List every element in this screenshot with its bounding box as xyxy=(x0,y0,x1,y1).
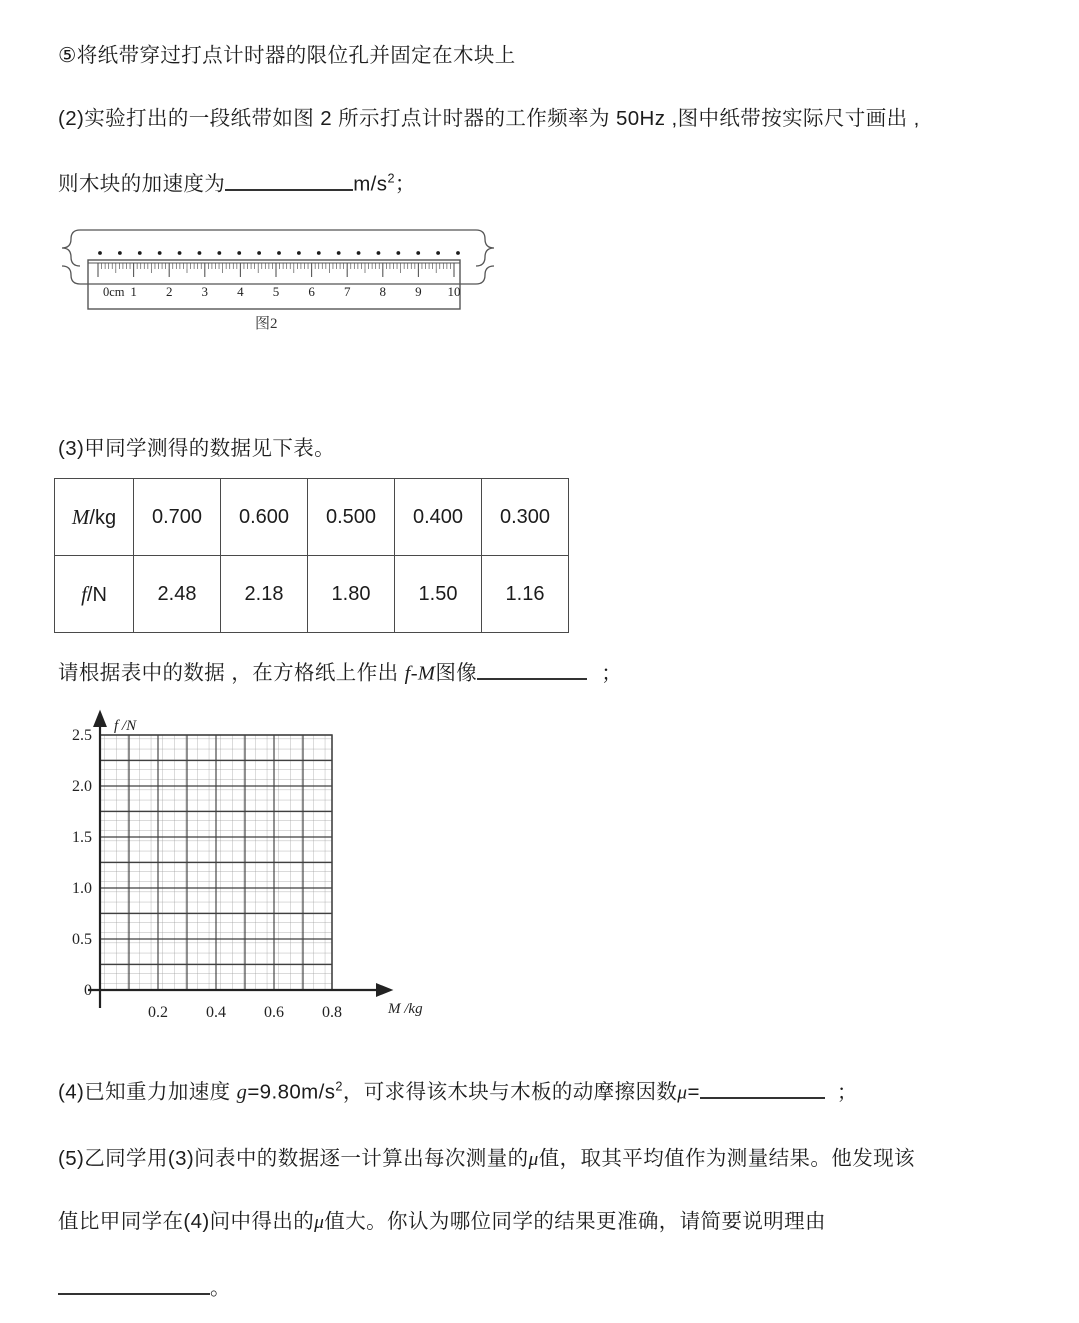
question-2-unit: m/s xyxy=(353,172,388,196)
question-4-line xyxy=(58,1076,858,1107)
table-cell: 1.50 xyxy=(395,556,482,633)
question-4-text-a: (4)已知重力加速度 xyxy=(58,1080,237,1104)
question-2-line-1 xyxy=(58,105,920,133)
timer-dot xyxy=(277,251,281,255)
ruler-label: 9 xyxy=(415,284,422,299)
x-axis-tick-labels xyxy=(148,1004,342,1021)
question-3-intro xyxy=(58,435,335,463)
question-2-unit-exponent: 2 xyxy=(387,170,395,186)
question-5-symbol-mu-1: μ xyxy=(528,1149,539,1170)
table-row xyxy=(55,556,569,633)
timer-dot xyxy=(138,251,142,255)
table-cell: 0.600 xyxy=(221,479,308,556)
x-tick-label: 0.8 xyxy=(322,1004,342,1021)
table-cell: 0.700 xyxy=(134,479,221,556)
answer-blank-reason[interactable] xyxy=(58,1272,210,1295)
question-5-text-a: (5)乙同学用(3)问表中的数据逐一计算出每次测量的 xyxy=(58,1147,529,1170)
timer-dot-row xyxy=(98,251,460,255)
question-5-text-b: 值，取其平均值作为测量结果。他发现该 xyxy=(538,1147,915,1170)
question-5-answer-line xyxy=(58,1272,231,1302)
table-row xyxy=(55,479,569,556)
x-tick-label: 0.2 xyxy=(148,1004,168,1021)
timer-dot xyxy=(416,251,420,255)
y-tick-label: 0.5 xyxy=(72,931,92,948)
timer-dot xyxy=(337,251,341,255)
question-5-terminator: 。 xyxy=(210,1276,231,1300)
timer-dot xyxy=(377,251,381,255)
step-5-line xyxy=(58,42,516,70)
ruler-tick-marks xyxy=(98,263,454,277)
table-cell: 0.300 xyxy=(482,479,569,556)
table-cell: 1.80 xyxy=(308,556,395,633)
question-4-symbol-mu: μ xyxy=(677,1082,688,1104)
y-axis-title: f /N xyxy=(114,718,137,734)
step-5-text: ⑤将纸带穿过打点计时器的限位孔并固定在木块上 xyxy=(58,44,516,67)
measurement-table xyxy=(54,478,569,633)
timer-dot xyxy=(237,251,241,255)
plot-instruction-text-a: 请根据表中的数据 ，在方格纸上作出 xyxy=(58,661,405,685)
tape-right-tear xyxy=(476,230,494,266)
plot-instruction-text-b: 图像 xyxy=(435,661,478,685)
x-axis-title: M /kg xyxy=(388,1001,423,1017)
table-row-header xyxy=(55,556,134,633)
question-4-symbol-g: g xyxy=(236,1081,248,1104)
question-2-text-b: 则木块的加速度为 xyxy=(58,172,226,196)
table-row-header xyxy=(55,479,134,556)
timer-dot xyxy=(178,251,182,255)
plot-instruction-terminator: ； xyxy=(601,661,623,685)
tape-ruler-figure xyxy=(58,222,498,337)
ruler-label: 2 xyxy=(165,284,173,299)
table-cell: 2.18 xyxy=(221,556,308,633)
ruler-label: 3 xyxy=(201,284,209,299)
timer-dot xyxy=(217,251,221,255)
timer-dot xyxy=(436,251,440,255)
question-5-text-c: 值比甲同学在(4)问中得出的 xyxy=(58,1210,315,1233)
y-tick-label: 0 xyxy=(84,982,92,999)
plot-instruction-symbol: f-M xyxy=(404,662,436,685)
question-5-line-1 xyxy=(58,1145,915,1173)
tape-left-tear-lower xyxy=(62,266,80,284)
question-4-equals: = xyxy=(687,1080,700,1104)
question-5-text-d: 值大。你认为哪位同学的结果更准确，请简要说明理由 xyxy=(324,1210,826,1233)
question-4-terminator: ； xyxy=(836,1080,858,1104)
timer-dot xyxy=(456,251,460,255)
plot-instruction-line xyxy=(58,657,622,688)
x-tick-label: 0.4 xyxy=(206,1004,226,1021)
ruler-label: 10 xyxy=(447,284,461,299)
tape-left-tear xyxy=(62,230,80,266)
table-row-header-symbol: M xyxy=(71,504,90,529)
question-4-text-c: ，可求得该木块与木板的动摩擦因数 xyxy=(342,1080,678,1104)
ruler-label: 8 xyxy=(379,284,387,299)
timer-dot xyxy=(118,251,122,255)
timer-dot xyxy=(396,251,400,255)
timer-dot xyxy=(158,251,162,255)
y-tick-label: 2.5 xyxy=(72,727,92,744)
tape-right-tear-lower xyxy=(476,266,494,284)
timer-dot xyxy=(357,251,361,255)
question-2-line-2 xyxy=(58,168,416,198)
ruler-label-zero: 0cm xyxy=(103,285,125,299)
question-4-exponent: 2 xyxy=(335,1078,343,1094)
y-tick-label: 1.0 xyxy=(72,880,92,897)
timer-dot xyxy=(257,251,261,255)
ruler-label: 5 xyxy=(272,284,280,299)
ruler-label: 6 xyxy=(308,284,315,299)
answer-blank-graph[interactable] xyxy=(477,657,587,680)
x-tick-label: 0.6 xyxy=(264,1004,284,1021)
table-cell: 2.48 xyxy=(134,556,221,633)
graph-paper-figure[interactable] xyxy=(58,708,458,1063)
timer-dot xyxy=(317,251,321,255)
ruler-number-labels xyxy=(103,284,461,299)
timer-dot xyxy=(98,251,102,255)
timer-dot xyxy=(198,251,202,255)
ruler-label: 7 xyxy=(343,284,351,299)
table-row-header-unit: /N xyxy=(86,583,107,606)
ruler-label: 1 xyxy=(130,284,137,299)
y-tick-label: 2.0 xyxy=(72,778,92,795)
answer-blank-mu[interactable] xyxy=(700,1076,825,1099)
answer-blank-acceleration[interactable] xyxy=(225,168,353,191)
question-4-text-b: =9.80m/s xyxy=(247,1080,336,1104)
table-row-header-symbol: f xyxy=(81,581,87,606)
question-5-line-2 xyxy=(58,1208,826,1236)
table-cell: 0.500 xyxy=(308,479,395,556)
table-cell: 1.16 xyxy=(482,556,569,633)
y-tick-label: 1.5 xyxy=(72,829,92,846)
figure-2-caption: 图2 xyxy=(255,316,278,332)
question-5-symbol-mu-2: μ xyxy=(314,1212,325,1233)
table-row-header-unit: /kg xyxy=(89,506,117,529)
ruler-label: 4 xyxy=(237,284,244,299)
timer-dot xyxy=(297,251,301,255)
y-axis-tick-labels xyxy=(72,727,92,999)
question-2-text-a: (2)实验打出的一段纸带如图 2 所示打点计时器的工作频率为 50Hz ,图中纸带按实际尺寸画出 , xyxy=(58,107,920,130)
table-cell: 0.400 xyxy=(395,479,482,556)
question-3-text: (3)甲同学测得的数据见下表。 xyxy=(58,437,336,460)
question-2-terminator: ； xyxy=(394,172,416,196)
